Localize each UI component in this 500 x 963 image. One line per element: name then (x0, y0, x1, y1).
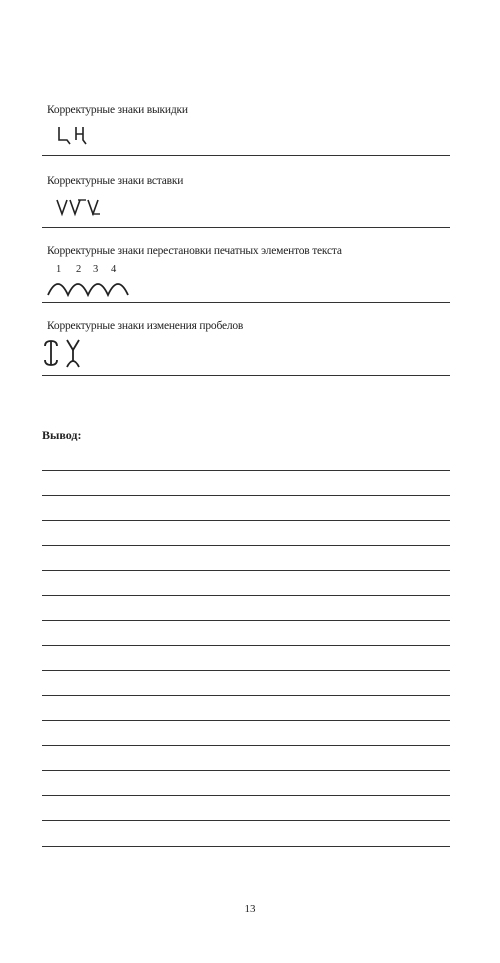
transposition-number-1: 1 (56, 264, 62, 275)
writing-line (42, 620, 450, 621)
writing-line (42, 795, 450, 796)
conclusion-label: Вывод: (42, 428, 82, 442)
section-spacing (42, 320, 450, 370)
writing-line (42, 670, 450, 671)
writing-line (42, 520, 450, 521)
writing-line (42, 720, 450, 721)
transposition-number-4: 4 (111, 264, 117, 275)
writing-line (42, 570, 450, 571)
section-title-spacing: Корректурные знаки изменения пробелов (47, 320, 244, 332)
section-divider (42, 155, 450, 156)
writing-line (42, 645, 450, 646)
section-divider (42, 302, 450, 303)
writing-line (42, 545, 450, 546)
writing-line (42, 595, 450, 596)
section-title-transposition: Корректурные знаки перестановки печатных элементов текста (47, 245, 342, 257)
section-divider (42, 227, 450, 228)
transposition-number-3: 3 (93, 264, 99, 275)
writing-line (42, 495, 450, 496)
writing-line (42, 846, 450, 847)
transposition-arcs-icon (46, 276, 136, 298)
writing-line (42, 695, 450, 696)
space-change-marks-icon (42, 337, 92, 371)
insertion-marks-icon (56, 196, 126, 220)
writing-line (42, 470, 450, 471)
writing-line (42, 770, 450, 771)
writing-line (42, 820, 450, 821)
page-number: 13 (244, 903, 256, 915)
section-title-insertion: Корректурные знаки вставки (47, 175, 184, 187)
writing-line (42, 745, 450, 746)
section-divider (42, 375, 450, 376)
deletion-marks-icon (54, 124, 114, 148)
section-title-deletion: Корректурные знаки выкидки (47, 104, 188, 116)
transposition-number-2: 2 (76, 264, 82, 275)
